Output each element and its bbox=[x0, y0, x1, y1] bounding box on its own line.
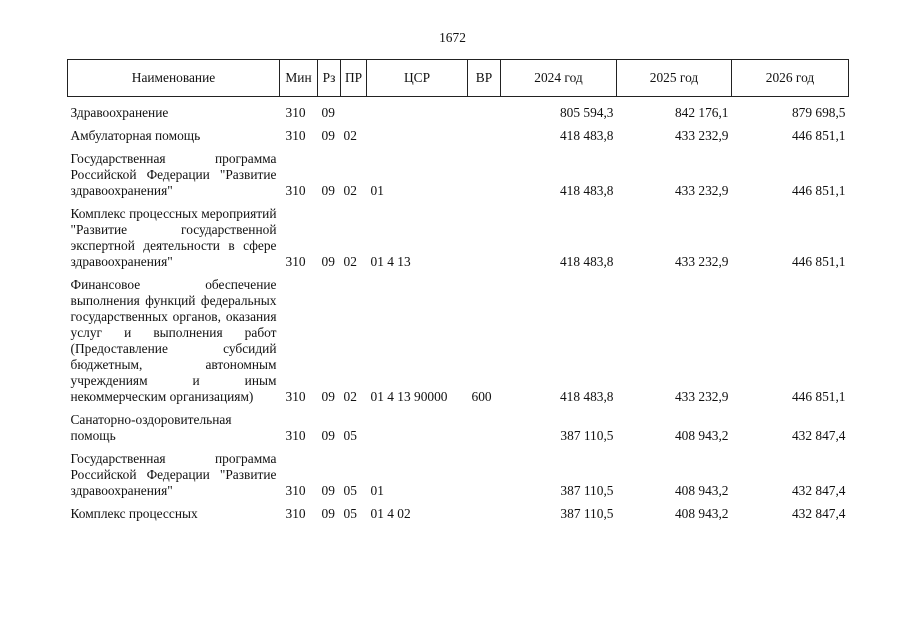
row-2024: 387 110,5 bbox=[560, 428, 614, 443]
table-row bbox=[68, 409, 849, 448]
table-row bbox=[68, 97, 849, 126]
row-rz: 09 bbox=[321, 389, 335, 404]
row-2024: 418 483,8 bbox=[559, 128, 614, 143]
table-row bbox=[68, 203, 849, 274]
header-2025: 2025 год bbox=[617, 60, 732, 97]
row-csr bbox=[367, 409, 468, 448]
header-2026: 2026 год bbox=[732, 60, 849, 97]
row-2026: 432 847,4 bbox=[791, 428, 846, 443]
row-2025: 408 943,2 bbox=[674, 483, 729, 498]
row-csr: 01 4 13 bbox=[370, 254, 411, 269]
row-min: 310 bbox=[285, 105, 306, 120]
row-2024: 805 594,3 bbox=[559, 105, 614, 120]
row-name: Государственная программа Российской Федерации "Развитие здравоохранения" bbox=[70, 151, 277, 198]
page-number: 1672 bbox=[439, 30, 466, 45]
row-rz: 09 bbox=[321, 506, 335, 521]
row-rz: 09 bbox=[321, 428, 335, 443]
row-pr bbox=[341, 97, 367, 126]
row-2026: 446 851,1 bbox=[791, 183, 846, 198]
row-2025: 433 232,9 bbox=[674, 128, 729, 143]
row-2026: 432 847,4 bbox=[791, 506, 846, 521]
row-2025: 408 943,2 bbox=[674, 506, 729, 521]
row-2024: 418 483,8 bbox=[559, 183, 614, 198]
table-header bbox=[68, 60, 849, 97]
row-vr bbox=[468, 203, 501, 274]
row-csr: 01 4 02 bbox=[370, 506, 411, 521]
row-2025: 433 232,9 bbox=[674, 183, 729, 198]
row-2024: 387 110,5 bbox=[560, 483, 614, 498]
budget-table bbox=[67, 59, 849, 526]
header-row bbox=[68, 60, 849, 97]
header-name: Наименование bbox=[68, 60, 280, 97]
row-2024: 387 110,5 bbox=[560, 506, 614, 521]
row-2024: 418 483,8 bbox=[559, 254, 614, 269]
row-pr: 02 bbox=[343, 183, 357, 198]
row-min: 310 bbox=[285, 128, 306, 143]
row-2025: 433 232,9 bbox=[674, 254, 729, 269]
row-2026: 446 851,1 bbox=[791, 254, 846, 269]
row-csr: 01 bbox=[370, 483, 384, 498]
row-2025: 433 232,9 bbox=[674, 389, 729, 404]
table-body bbox=[68, 97, 849, 527]
row-pr: 05 bbox=[343, 483, 357, 498]
table-row bbox=[68, 274, 849, 409]
row-rz: 09 bbox=[321, 183, 335, 198]
header-2024: 2024 год bbox=[501, 60, 617, 97]
row-pr: 05 bbox=[343, 428, 357, 443]
row-name: Комплекс процессных bbox=[70, 506, 198, 521]
row-vr bbox=[468, 448, 501, 503]
header-csr: ЦСР bbox=[367, 60, 468, 97]
row-min: 310 bbox=[285, 428, 306, 443]
row-rz: 09 bbox=[321, 105, 335, 120]
row-vr bbox=[468, 148, 501, 203]
table-row bbox=[68, 148, 849, 203]
row-2026: 446 851,1 bbox=[791, 389, 846, 404]
row-2026: 446 851,1 bbox=[791, 128, 846, 143]
row-csr: 01 4 13 90000 bbox=[370, 389, 448, 404]
row-pr: 02 bbox=[343, 389, 357, 404]
row-2026: 432 847,4 bbox=[791, 483, 846, 498]
table-row bbox=[68, 503, 849, 526]
row-vr: 600 bbox=[471, 389, 492, 404]
row-min: 310 bbox=[285, 254, 306, 269]
row-2024: 418 483,8 bbox=[559, 389, 614, 404]
row-2025: 842 176,1 bbox=[674, 105, 729, 120]
row-pr: 05 bbox=[343, 506, 357, 521]
row-min: 310 bbox=[285, 389, 306, 404]
row-min: 310 bbox=[285, 483, 306, 498]
row-csr: 01 bbox=[370, 183, 384, 198]
row-min: 310 bbox=[285, 506, 306, 521]
row-rz: 09 bbox=[321, 254, 335, 269]
row-vr bbox=[468, 503, 501, 526]
header-min: Мин bbox=[280, 60, 318, 97]
row-min: 310 bbox=[285, 183, 306, 198]
table-row bbox=[68, 125, 849, 148]
row-name: Санаторно-оздоровительная помощь bbox=[70, 412, 232, 443]
row-name: Комплекс процессных мероприятий "Развитие государственной экспертной деятельности в сфере здравоохранения" bbox=[70, 206, 277, 269]
header-vr: ВР bbox=[468, 60, 501, 97]
row-pr: 02 bbox=[343, 128, 357, 143]
row-pr: 02 bbox=[343, 254, 357, 269]
row-vr bbox=[468, 97, 501, 126]
row-name: Финансовое обеспечение выполнения функций федеральных государственных органов, оказания услуг и выполнения работ (Предоставление субсидий бюджетным, автономным учреждениям и иным некоммерческим организациям) bbox=[70, 277, 277, 404]
header-pr: ПР bbox=[341, 60, 367, 97]
row-rz: 09 bbox=[321, 128, 335, 143]
row-name: Здравоохранение bbox=[70, 105, 169, 120]
row-csr bbox=[367, 97, 468, 126]
row-vr bbox=[468, 125, 501, 148]
row-csr bbox=[367, 125, 468, 148]
row-name: Государственная программа Российской Федерации "Развитие здравоохранения" bbox=[70, 451, 277, 498]
row-name: Амбулаторная помощь bbox=[70, 128, 201, 143]
row-vr bbox=[468, 409, 501, 448]
table-row bbox=[68, 448, 849, 503]
row-2025: 408 943,2 bbox=[674, 428, 729, 443]
row-rz: 09 bbox=[321, 483, 335, 498]
header-rz: Рз bbox=[318, 60, 341, 97]
row-2026: 879 698,5 bbox=[791, 105, 846, 120]
